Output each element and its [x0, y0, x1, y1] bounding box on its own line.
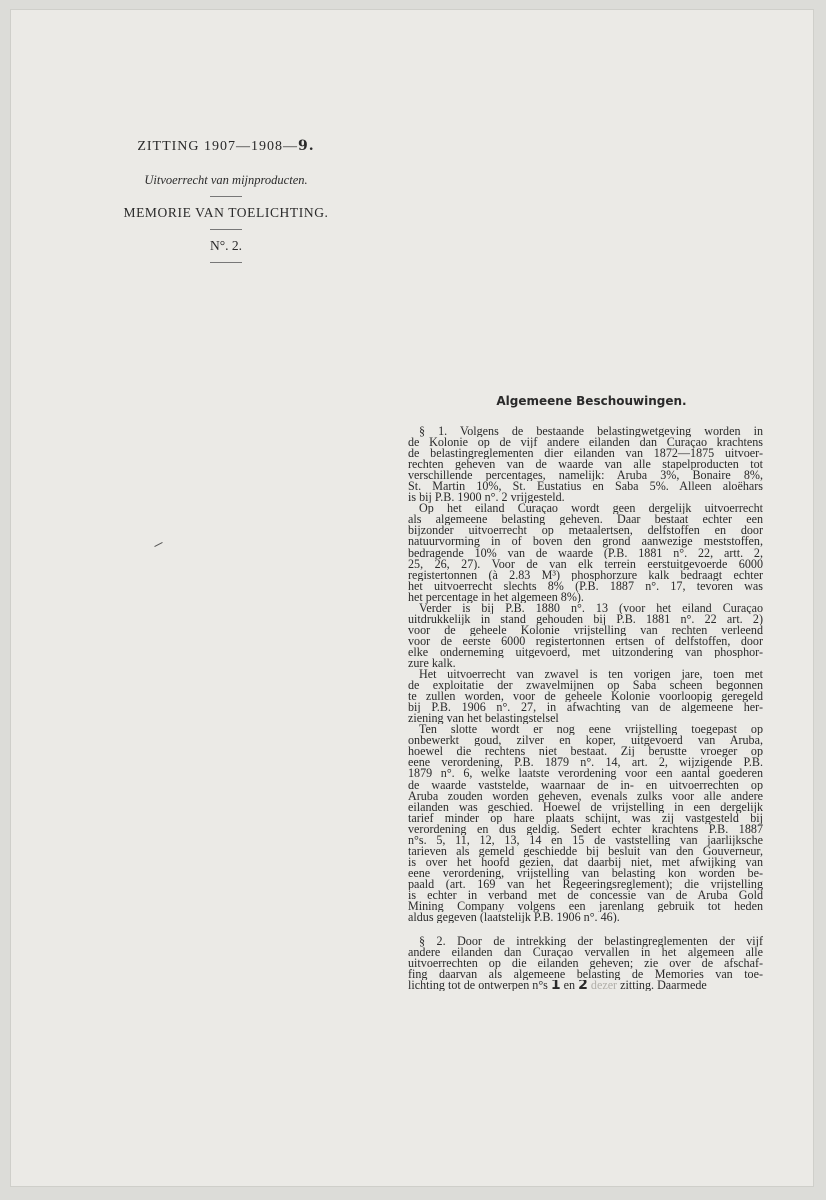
memorie-title: MEMORIE VAN TOELICHTING.: [123, 205, 329, 220]
text-line: eene verordening, P.B. 1879 n°. 14, art. 2, wijzigende P.B.: [408, 757, 763, 769]
paragraph: [408, 426, 763, 503]
text-line: onbewerkt goud, zilver en koper, uitgevoerd van Aruba,: [408, 735, 763, 747]
text-line: is echter in verband met de concessie van de Aruba Gold: [408, 889, 763, 902]
text-line: eilanden was geschied. Hoewel de vrijstelling in een dergelijk: [408, 801, 763, 813]
session-title: [111, 138, 341, 155]
text-line: andere eilanden dan Curaçao vervallen in het algemeen alle: [408, 947, 763, 959]
text-line: bijzonder uitvoerrecht op metaalertsen, delfstoffen en door: [408, 525, 763, 537]
text-line: natuurvorming in of boven den grond aanwezige meststoffen,: [408, 536, 763, 548]
section-heading: Algemeene Beschouwingen.: [496, 394, 687, 408]
text-line: het uitvoerrecht slechts 8% (P.B. 1887 n°. 17, tevoren was: [408, 580, 763, 592]
text-line: uitdrukkelijk in stand gehouden bij P.B. 1881 n°. 22 art. 2): [408, 613, 763, 625]
paragraphs: [408, 426, 763, 980]
session-label: ZITTING 1907—1908—: [137, 139, 299, 154]
text-line: Op het eiland Curaçao wordt geen dergelijk uitvoerrecht: [419, 503, 763, 515]
session-number: 9.: [298, 138, 315, 154]
text-line: uitvoerrechten op die eilanden geheven; zie over de afschaf-: [408, 958, 763, 970]
divider: [210, 196, 242, 197]
text-line: de exploitatie der zwavelmijnen op Saba scheen begonnen: [408, 680, 763, 692]
paragraph: [408, 503, 763, 602]
paragraph: [408, 603, 763, 669]
paragraph: [408, 724, 763, 923]
text-line: hoewel die rechtens niet bestaat. Zij berustte vroeger op: [408, 746, 763, 758]
bill-number: 1: [550, 980, 561, 992]
text-fragment: lichting tot de ontwerpen n°s: [408, 980, 548, 992]
text-line: ziening van het belastingstelsel: [408, 713, 559, 725]
text-line: 1879 n°. 6, welke laatste verordening voor een aantal goederen: [408, 768, 763, 780]
text-line: aldus gegeven (laatstelijk P.B. 1906 n°. 46).: [408, 912, 620, 924]
text-line: voor de eerste 6000 registertonnen ertsen of delfstoffen, door: [408, 635, 763, 647]
text-line: zure kalk.: [408, 657, 456, 670]
faded-word: dezer: [590, 980, 618, 992]
text-line: de waarde vaststelde, waarnaar de in- en uitvoerrechten op: [408, 779, 763, 791]
document-page: [11, 10, 813, 1186]
text-line: paald (art. 169 van het Regeeringsreglement); die vrijstelling: [408, 878, 763, 890]
text-line: is bij P.B. 1900 n°. 2 vrijgesteld.: [408, 492, 565, 504]
text-line: Het uitvoerrecht van zwavel is ten vorigen jare, toen met: [419, 669, 763, 681]
text-line: bij P.B. 1906 n°. 27, in afwachting van de algemeene her-: [408, 702, 763, 714]
text-line: n°s. 5, 11, 12, 13, 14 en 15 de vaststelling van jaarlijksche: [408, 834, 763, 846]
text-line: registertonnen (à 2.83 M³) phosphorzure kalk bedraagt echter: [408, 569, 763, 581]
text-line: Aruba zouden worden geheven, evenals zulks voor alle andere: [408, 790, 763, 802]
divider: [210, 262, 242, 263]
text-line: de belastingreglementen dier eilanden van 1872—1875 uitvoer-: [408, 448, 763, 460]
text-line: St. Martin 10%, St. Eustatius en Saba 5%. Alleen aloëhars: [408, 481, 763, 493]
text-line: voor de geheele Kolonie vrijstelling van rechten verleend: [408, 624, 763, 636]
pencil-mark: [154, 542, 162, 547]
text-line: § 1. Volgens de bestaande belastingwetgeving worden in: [419, 426, 763, 438]
text-line: rechten geheven van de waarde van alle stapelproducten tot: [408, 459, 763, 471]
text-line: te zullen worden, voor de geheele Kolonie voorloopig geregeld: [408, 691, 763, 703]
text-line: verordening en dus geldig. Sedert echter krachtens P.B. 1887: [408, 823, 763, 835]
text-line: Mining Company volgens een jarenlang gebruik tot heden: [408, 901, 763, 913]
document-header: [111, 138, 341, 271]
text-fragment: zitting. Daarmede: [620, 980, 707, 992]
text-line: 25, 26, 27). Voor de van elk terrein eerstuitgevoerde 6000: [408, 558, 763, 570]
text-line: tarief minder op hare plaats schijnt, was zij vastgesteld bij: [408, 812, 763, 824]
text-line: elke onderneming uitgevoerd, met uitzondering van phosphor-: [408, 646, 763, 658]
divider: [210, 229, 242, 230]
document-number: N°. 2.: [209, 238, 243, 253]
text-line: is over het hoofd gezien, dat daarbij niet, met afwijking van: [408, 856, 763, 868]
body-text: [408, 394, 763, 991]
paragraph: [408, 936, 763, 980]
text-fragment: en: [563, 980, 576, 992]
text-line: als algemeene belasting geheven. Daar bestaat echter een: [408, 514, 763, 526]
bill-subtitle: Uitvoerrecht van mijnproducten.: [144, 173, 308, 187]
paragraph-last-line: [408, 980, 763, 991]
text-line: tarieven als gemeld geschiedde bij besluit van den Gouverneur,: [408, 845, 763, 857]
text-line: de Kolonie op de vijf andere eilanden dan Curaçao krachtens: [408, 437, 763, 449]
text-line: verschillende percentages, namelijk: Aruba 3%, Bonaire 8%,: [408, 470, 763, 482]
text-line: het percentage in het algemeen 8%).: [408, 591, 584, 603]
bill-number: 2: [578, 980, 588, 992]
paragraph: [408, 669, 763, 724]
text-line: fing daarvan als algemeene belasting de Memories van toe-: [408, 969, 763, 981]
text-line: Verder is bij P.B. 1880 n°. 13 (voor het eiland Curaçao: [419, 602, 763, 614]
text-line: § 2. Door de intrekking der belastingreglementen der vijf: [419, 936, 763, 948]
text-line: bedragende 10% van de waarde (P.B. 1881 n°. 22, artt. 2,: [408, 547, 763, 559]
paragraph-gap: [408, 923, 763, 936]
text-line: [408, 980, 763, 991]
text-line: Ten slotte wordt er nog eene vrijstelling toegepast op: [419, 724, 763, 736]
text-line: eene verordening, vrijstelling van belasting kon worden be-: [408, 867, 763, 879]
